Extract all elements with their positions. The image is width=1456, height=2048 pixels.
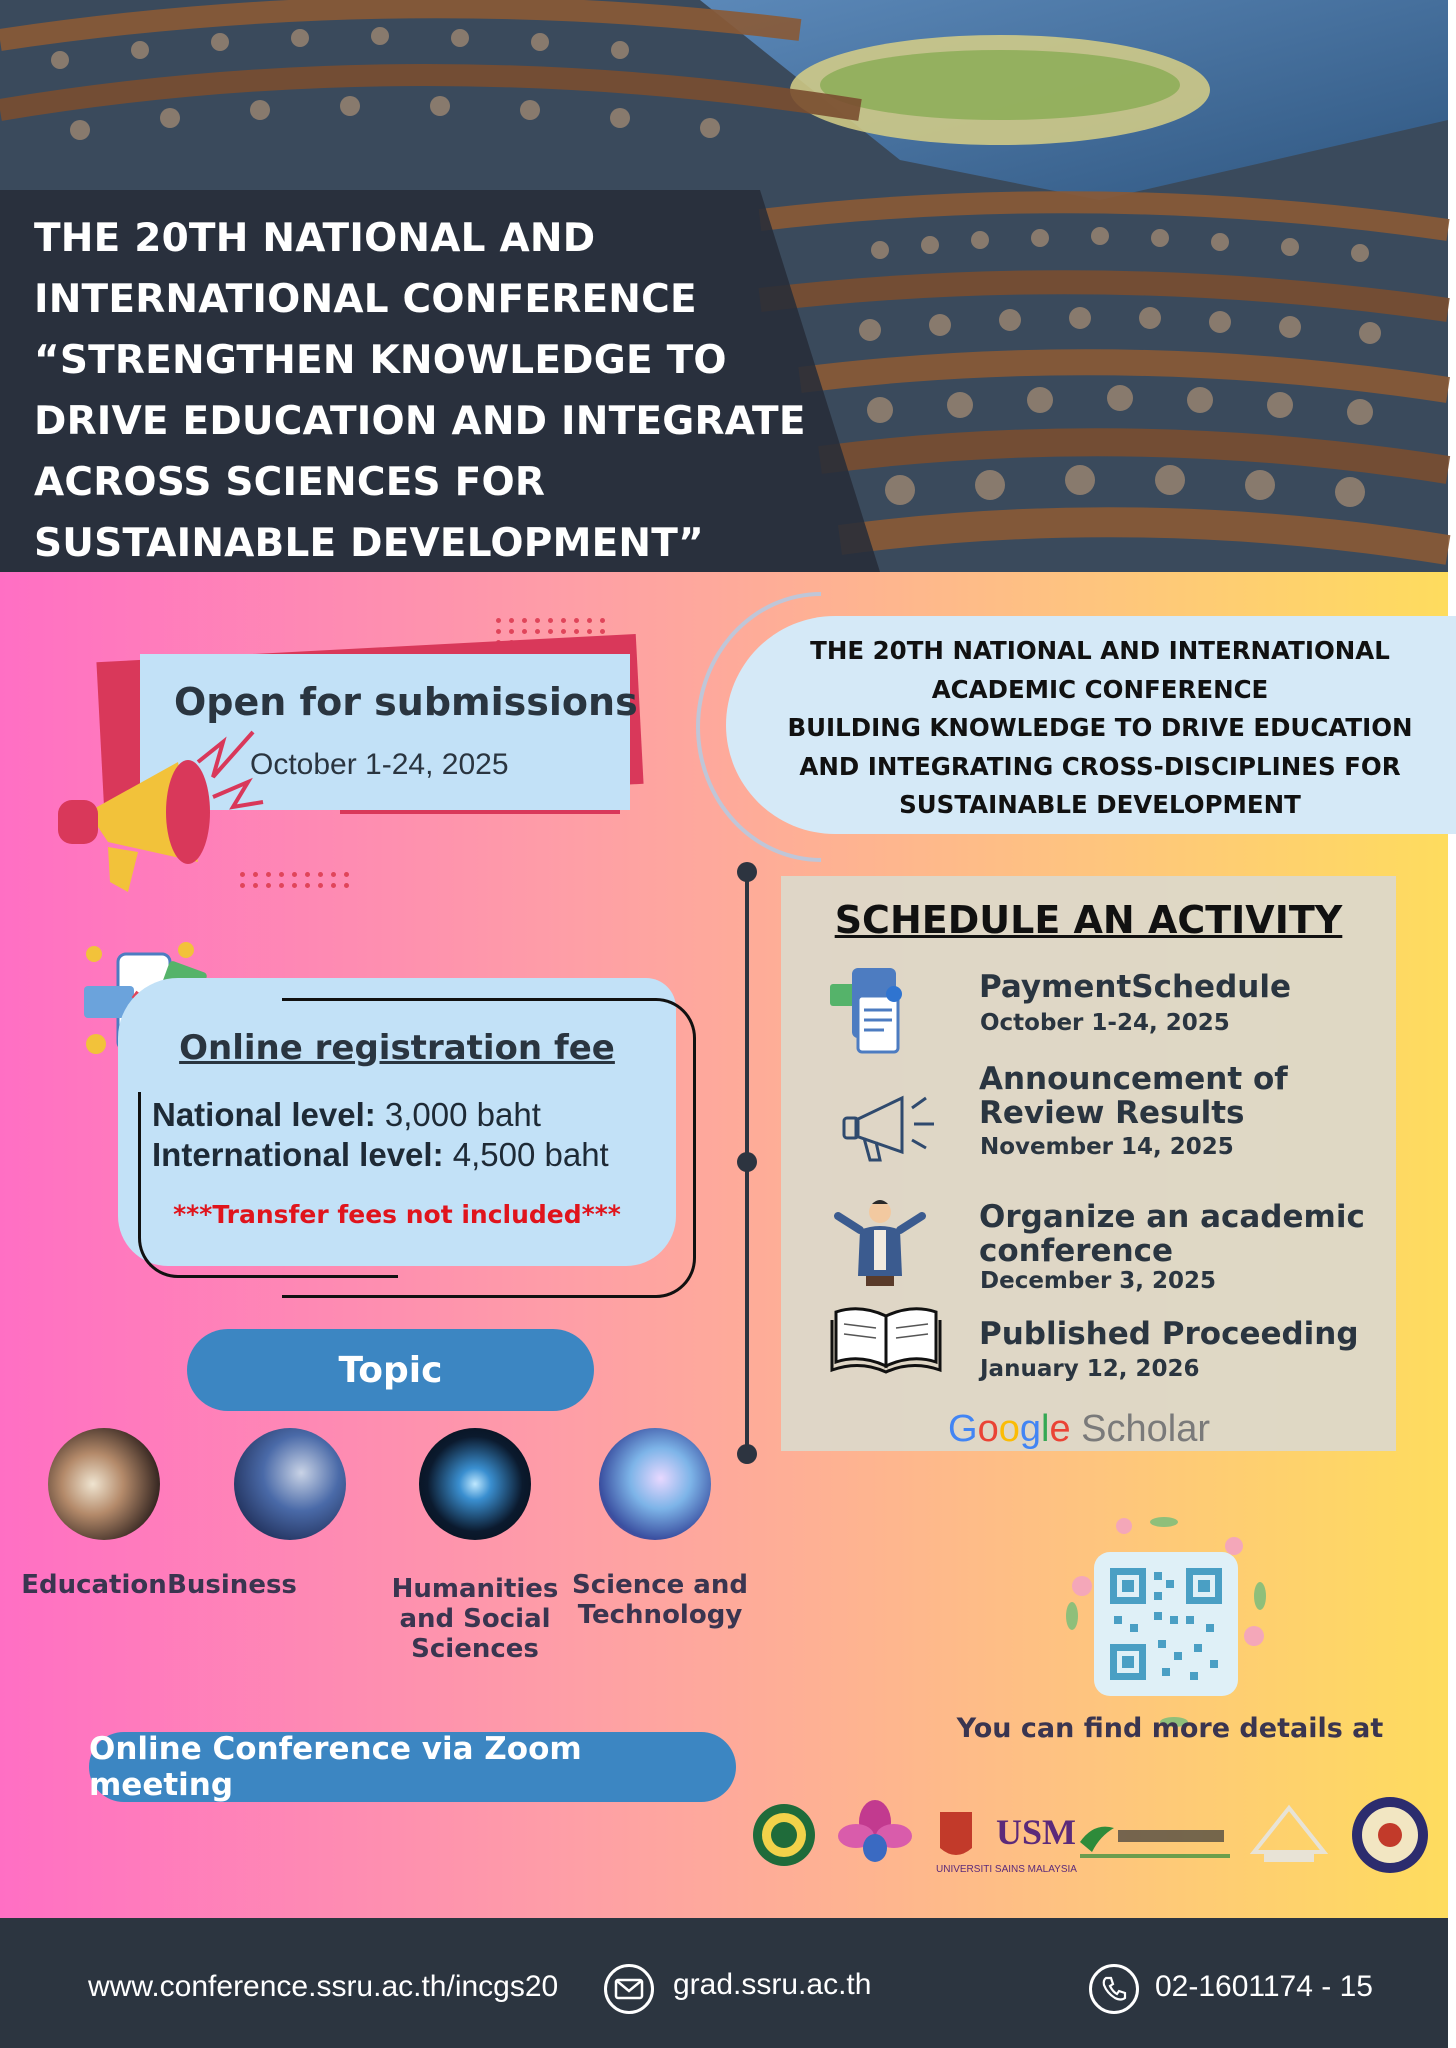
timeline-dot xyxy=(737,1152,757,1172)
building-emblem-logo xyxy=(1244,1792,1334,1878)
university-seal-logo xyxy=(751,1792,817,1878)
main-content xyxy=(0,572,1448,1918)
megaphone-icon xyxy=(840,1086,940,1166)
schedule-item-heading: Announcement of Review Results xyxy=(979,1061,1288,1131)
fee-international-label: International level: xyxy=(152,1136,444,1173)
fee-national-label: National level: xyxy=(152,1096,376,1133)
timeline-dot xyxy=(737,862,757,882)
topic-heading: Topic xyxy=(187,1329,594,1411)
hero-title: THE 20TH NATIONAL AND INTERNATIONAL CONFERENCE “STRENGTHEN KNOWLEDGE TO DRIVE EDUCATION AND INTEGRATE ACROSS SCIENCES FOR SUSTAINABLE DEVELOPMENT” xyxy=(34,216,806,566)
schedule-title: SCHEDULE AN ACTIVITY xyxy=(834,898,1343,942)
zoom-meeting-badge: Online Conference via Zoom meeting xyxy=(89,1732,736,1802)
svg-text:USM: USM xyxy=(996,1812,1076,1852)
topic-label-science: Science and Technology xyxy=(572,1570,748,1630)
schedule-item-date: October 1-24, 2025 xyxy=(980,1010,1230,1036)
guangxi-university-logo xyxy=(1074,1792,1234,1878)
website-link[interactable]: www.conference.ssru.ac.th/incgs20 xyxy=(88,1970,559,2003)
transfer-fee-note: ***Transfer fees not included*** xyxy=(173,1200,621,1229)
schedule-item-heading: PaymentSchedule xyxy=(979,969,1291,1005)
business-photo xyxy=(234,1428,346,1540)
email-link[interactable]: grad.ssru.ac.th xyxy=(673,1968,872,2001)
email-icon xyxy=(604,1964,654,2014)
timeline-dot xyxy=(737,1444,757,1464)
submissions-title: Open for submissions xyxy=(174,680,638,724)
more-details-text: You can find more details at xyxy=(956,1713,1384,1744)
topic-label-business: Business xyxy=(167,1570,297,1600)
schedule-item-date: January 12, 2026 xyxy=(980,1356,1200,1382)
open-book-icon xyxy=(830,1300,942,1376)
conference-info-text: THE 20TH NATIONAL AND INTERNATIONAL ACADEMIC CONFERENCE BUILDING KNOWLEDGE TO DRIVE EDUCATION AND INTEGRATING CROSS-DISCIPLINES FOR SUSTAINABLE DEVELOPMENT xyxy=(787,636,1413,819)
humanities-photo xyxy=(419,1428,531,1540)
schedule-item-date: November 14, 2025 xyxy=(980,1134,1234,1160)
orchid-emblem-logo xyxy=(834,1792,916,1878)
schedule-item-heading: Organize an academic conference xyxy=(979,1199,1365,1269)
fee-international xyxy=(152,1136,609,1174)
circular-seal-logo xyxy=(1348,1792,1432,1878)
fee-national xyxy=(152,1096,541,1134)
topic-label-education: Education xyxy=(21,1570,167,1600)
schedule-item-heading: Published Proceeding xyxy=(979,1316,1359,1352)
schedule-item-date: December 3, 2025 xyxy=(980,1268,1217,1294)
payment-phone-icon xyxy=(826,966,918,1058)
scholar-text: Scholar xyxy=(1081,1408,1210,1450)
svg-text:UNIVERSITI SAINS MALAYSIA: UNIVERSITI SAINS MALAYSIA xyxy=(936,1864,1077,1875)
fee-title: Online registration fee xyxy=(179,1028,615,1068)
submissions-date: October 1-24, 2025 xyxy=(250,748,509,781)
megaphone-icon xyxy=(48,722,268,902)
qr-code[interactable] xyxy=(1054,1516,1278,1730)
education-photo xyxy=(48,1428,160,1540)
phone-icon xyxy=(1089,1964,1139,2014)
universiti-sains-malaysia-logo xyxy=(930,1792,1077,1878)
fee-international-value: 4,500 baht xyxy=(452,1136,609,1173)
phone-number[interactable]: 02-1601174 - 15 xyxy=(1155,1970,1373,2003)
google-scholar-logo: Google Scholar xyxy=(948,1408,1210,1450)
contact-footer xyxy=(0,1918,1448,2048)
presenter-icon xyxy=(832,1196,928,1286)
fee-national-value: 3,000 baht xyxy=(384,1096,541,1133)
topic-label-humanities: Humanities and Social Sciences xyxy=(391,1574,559,1664)
hero-banner xyxy=(0,0,1448,572)
science-technology-photo xyxy=(599,1428,711,1540)
